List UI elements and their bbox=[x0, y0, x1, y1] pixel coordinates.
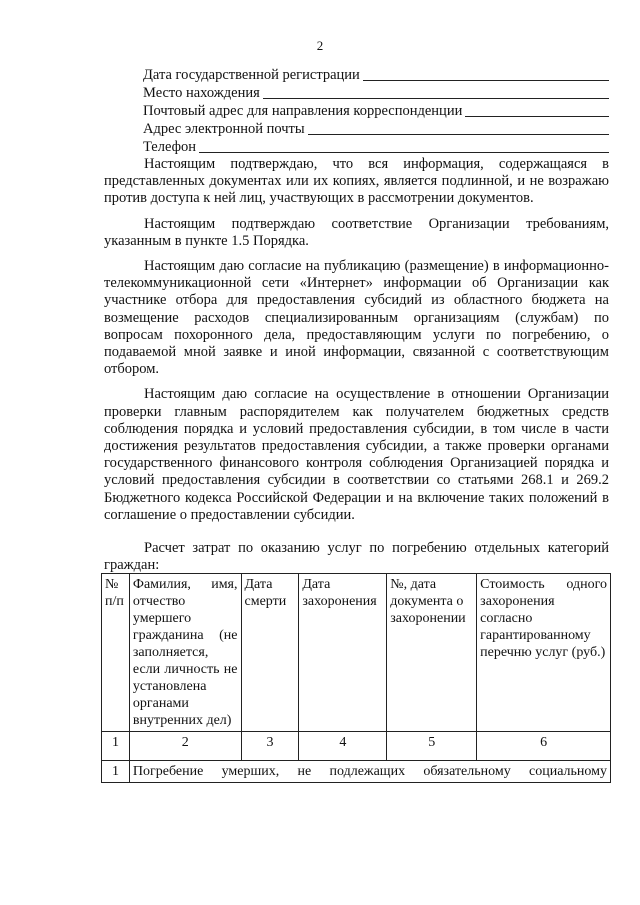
category-title: Погребение умерших, не подлежащих обязательному социальному bbox=[129, 761, 610, 783]
registration-form bbox=[143, 66, 609, 156]
form-row-email bbox=[143, 120, 609, 138]
paragraph-compliance: Настоящим подтверждаю соответствие Организации требованиям, указанным в пункте 1.5 Порядка. bbox=[104, 215, 609, 249]
form-label-postal-address: Почтовый адрес для направления корреспонденции bbox=[143, 103, 463, 119]
costs-table bbox=[101, 573, 611, 783]
form-label-phone: Телефон bbox=[143, 139, 196, 155]
page-number: 2 bbox=[316, 38, 324, 53]
postal-address-blank[interactable] bbox=[465, 115, 609, 117]
column-number-6: 6 bbox=[477, 732, 611, 761]
paragraph-publication-consent: Настоящим даю согласие на публикацию (размещение) в информационно-телекоммуникационной сети «Интернет» информации об Организации как участнике отбора для предоставления субсидий из областного бюджета на возмещение расходов специализированным организациям (службам) по вопросам похоронного дела, предоставляющим услуги по погребению, о подаваемой мной заявке и иной информации, связанной с соответствующим отбором. bbox=[104, 258, 609, 378]
paragraph-authenticity: Настоящим подтверждаю, что вся информация, содержащаяся в представленных документах или их копиях, является подлинной, и не возражаю против доступа к ней лиц, участвующих в рассмотрении документов. bbox=[104, 156, 609, 207]
form-label-email: Адрес электронной почты bbox=[143, 121, 305, 137]
column-number-3: 3 bbox=[241, 732, 299, 761]
column-number-1: 1 bbox=[102, 732, 130, 761]
category-number: 1 bbox=[102, 761, 130, 783]
calc-heading: Расчет затрат по оказанию услуг по погребению отдельных категорий граждан: bbox=[104, 540, 609, 573]
email-blank[interactable] bbox=[308, 133, 609, 135]
form-label-registration-date: Дата государственной регистрации bbox=[143, 67, 360, 83]
form-label-location: Место нахождения bbox=[143, 85, 260, 101]
form-row-registration-date bbox=[143, 66, 609, 84]
column-number-2: 2 bbox=[129, 732, 241, 761]
phone-blank[interactable] bbox=[199, 151, 609, 153]
form-row-postal-address bbox=[143, 102, 609, 120]
header-number: № п/п bbox=[102, 574, 130, 732]
header-burial-document: №, дата документа о захоронении bbox=[387, 574, 477, 732]
table-column-numbers-row bbox=[102, 732, 611, 761]
column-number-4: 4 bbox=[299, 732, 387, 761]
form-row-location bbox=[143, 84, 609, 102]
header-death-date: Дата смерти bbox=[241, 574, 299, 732]
location-blank[interactable] bbox=[263, 97, 609, 99]
registration-date-blank[interactable] bbox=[363, 79, 609, 81]
form-row-phone bbox=[143, 138, 609, 156]
header-burial-cost: Стоимость одного захоронения согласно гарантированному перечню услуг (руб.) bbox=[477, 574, 611, 732]
table-header-row bbox=[102, 574, 611, 732]
consent-paragraphs bbox=[104, 156, 609, 532]
paragraph-inspection-consent: Настоящим даю согласие на осуществление в отношении Организации проверки главным распорядителем как получателем бюджетных средств соблюдения порядка и условий предоставления субсидии, в том числе в части достижения результатов предоставления субсидии, а также проверки органами государственного финансового контроля соблюдения Организацией порядка и условий предоставления субсидии в соответствии со статьями 268.1 и 269.2 Бюджетного кодекса Российской Федерации и на включение таких положений в соглашение о предоставлении субсидии. bbox=[104, 386, 609, 523]
table-category-row bbox=[102, 761, 611, 783]
header-full-name: Фамилия, имя, отчество умершего гражданина (не заполняется, если личность не установлена органами внутренних дел) bbox=[129, 574, 241, 732]
header-burial-date: Дата захоронения bbox=[299, 574, 387, 732]
column-number-5: 5 bbox=[387, 732, 477, 761]
